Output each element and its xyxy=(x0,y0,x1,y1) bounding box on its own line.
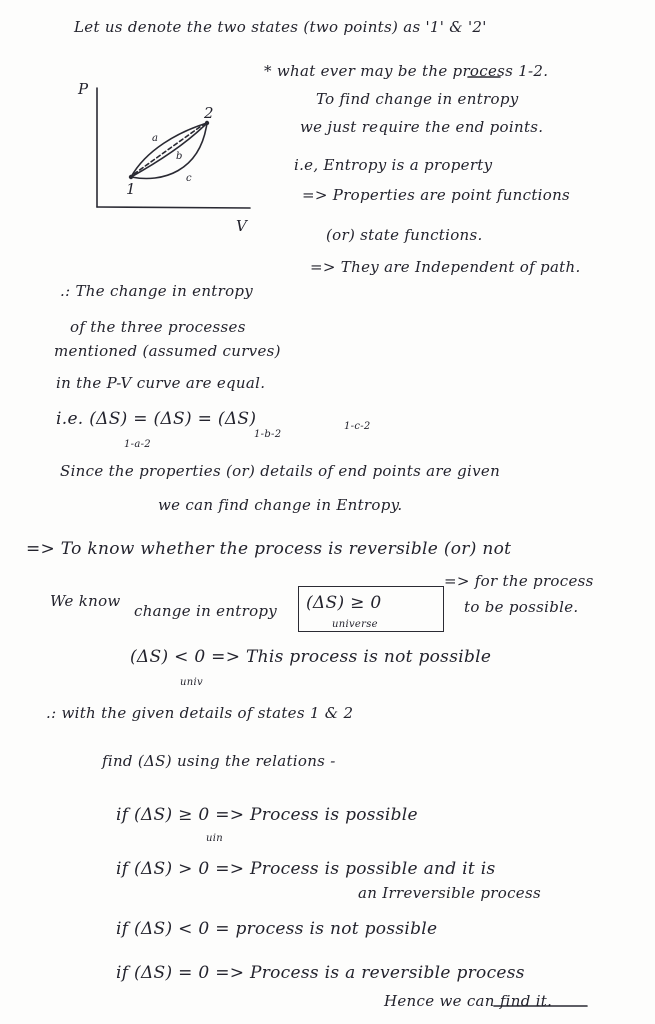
relation-2: if (ΔS) > 0 => Process is possible and it is xyxy=(116,859,496,879)
change-line-4: in the P-V curve are equal. xyxy=(56,374,266,392)
since-line-2: we can find change in Entropy. xyxy=(158,496,403,514)
relation-1: if (ΔS) ≥ 0 => Process is possible xyxy=(116,805,418,825)
box-expression: (ΔS) ≥ 0 xyxy=(306,593,382,613)
relation-3: if (ΔS) < 0 = process is not possible xyxy=(116,919,438,939)
relation-4-continued: Hence we can find it. xyxy=(384,992,553,1010)
note-line-5: => Properties are point functions xyxy=(302,186,571,204)
axis-v-label: V xyxy=(236,217,248,235)
path-b-label: b xyxy=(176,151,183,162)
know-line-2: We know xyxy=(50,592,121,610)
v-axis-line xyxy=(97,207,250,208)
chain-line xyxy=(134,124,204,174)
note-line-4: i.e, Entropy is a property xyxy=(294,156,493,174)
negative-subscript: univ xyxy=(180,677,203,688)
relation-2-continued: an Irreversible process xyxy=(358,884,541,902)
entropy-equation: i.e. (ΔS) = (ΔS) = (ΔS) xyxy=(56,409,257,429)
point-2-label: 2 xyxy=(204,104,214,122)
axis-p-label: P xyxy=(78,80,89,98)
since-line-1: Since the properties (or) details of end points are given xyxy=(60,462,501,480)
note-line-6: (or) state functions. xyxy=(326,226,483,244)
with-line-2: find (ΔS) using the relations - xyxy=(102,752,336,770)
box-subscript: universe xyxy=(332,619,378,630)
negative-case: (ΔS) < 0 => This process is not possible xyxy=(130,647,492,667)
relation-4: if (ΔS) = 0 => Process is a reversible process xyxy=(116,963,525,983)
change-line-2: of the three processes xyxy=(70,318,246,336)
know-line-3: change in entropy xyxy=(134,602,278,620)
path-c-label: c xyxy=(186,173,192,184)
equation-sub-3: 1-c-2 xyxy=(344,421,371,432)
equation-sub-2: 1-b-2 xyxy=(254,429,282,440)
note-line-7: => They are Independent of path. xyxy=(310,258,581,276)
point-1-label: 1 xyxy=(126,180,136,198)
note-line-2: To find change in entropy xyxy=(316,90,519,108)
note-line-3: we just require the end points. xyxy=(300,118,544,136)
change-line-1: .: The change in entropy xyxy=(60,282,254,300)
change-line-3: mentioned (assumed curves) xyxy=(54,342,281,360)
point-1-dot xyxy=(129,175,133,179)
equation-sub-1: 1-a-2 xyxy=(124,439,151,450)
path-a-label: a xyxy=(152,133,159,144)
relation-1-subscript: uin xyxy=(206,833,223,844)
know-line-1: => To know whether the process is reversible (or) not xyxy=(26,539,512,559)
know-line-5: to be possible. xyxy=(464,598,579,616)
intro-line: Let us denote the two states (two points) as '1' & '2' xyxy=(74,18,487,36)
note-line-1: * what ever may be the process 1-2. xyxy=(264,62,549,80)
with-line-1: .: with the given details of states 1 & 2 xyxy=(46,704,354,722)
know-line-4: => for the process xyxy=(444,572,594,590)
